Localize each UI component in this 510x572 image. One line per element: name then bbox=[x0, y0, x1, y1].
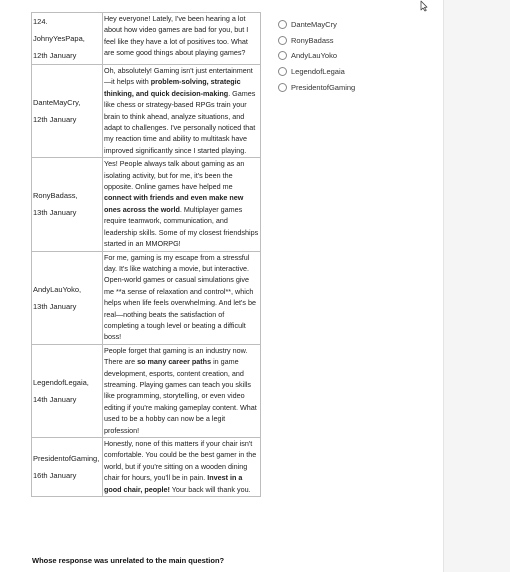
option-label: DanteMayCry bbox=[291, 20, 337, 30]
author-line: JohnyYesPapa, bbox=[33, 34, 85, 43]
message-bold-text: problem-solving, strategic thinking, and quick decision-making bbox=[103, 77, 241, 98]
table-row bbox=[32, 65, 261, 158]
answer-option[interactable] bbox=[278, 79, 355, 95]
author-line: 13th January bbox=[33, 208, 77, 218]
answer-option[interactable] bbox=[278, 33, 355, 49]
table-row bbox=[32, 251, 261, 344]
radio-button[interactable] bbox=[278, 51, 287, 60]
radio-button[interactable] bbox=[278, 83, 287, 92]
post-author-cell bbox=[32, 344, 103, 437]
author-line: AndyLauYoko, bbox=[33, 284, 82, 294]
post-author-cell bbox=[32, 13, 103, 65]
message-text: Hey everyone! Lately, I've been hearing a lot about how video games are bad for you, but I feel like they have a lot of positives too. What are some good things about playing games? bbox=[103, 14, 249, 58]
author-line: 16th January bbox=[33, 471, 77, 481]
option-label: AndyLauYoko bbox=[291, 51, 338, 61]
table-row bbox=[32, 158, 261, 251]
message-bold-text: so many career paths bbox=[137, 357, 212, 367]
message-text: Oh, absolutely! Gaming isn't just entertainment—it helps with bbox=[103, 66, 253, 87]
post-message-cell bbox=[102, 158, 260, 251]
author-line: 12th January bbox=[33, 51, 77, 60]
message-text: . Multiplayer games require teamwork, communication, and leadership skills. Some of my closest friendships started in an MMORPG! bbox=[103, 204, 259, 249]
author-line: LegendofLegaia, bbox=[33, 377, 89, 387]
radio-button[interactable] bbox=[278, 36, 287, 45]
cursor-pointer-icon bbox=[418, 0, 430, 12]
post-author-cell bbox=[32, 251, 103, 344]
post-message-cell bbox=[102, 344, 260, 437]
post-message-cell bbox=[102, 65, 260, 158]
author-line: 14th January bbox=[33, 394, 77, 404]
post-message-cell bbox=[102, 438, 260, 497]
post-author-cell bbox=[32, 158, 103, 251]
option-label: RonyBadass bbox=[291, 35, 334, 45]
post-author-cell bbox=[32, 65, 103, 158]
answer-options bbox=[278, 17, 355, 95]
post-message-cell bbox=[102, 13, 260, 65]
message-text: in game development, esports, content creation, and streaming. Playing games can teach you skills like programming, storytelling, or even video editing if you're making gameplay content. What used to be a hobby can now be a legit profession! bbox=[103, 357, 257, 435]
answer-option[interactable] bbox=[278, 17, 355, 33]
answer-option[interactable] bbox=[278, 48, 355, 64]
message-text: Yes! People always talk about gaming as an isolating activity, but for me, it's been the opposite. Online games have helped me bbox=[103, 159, 245, 192]
forum-thread-table bbox=[31, 12, 261, 497]
author-line: 124. bbox=[33, 17, 48, 26]
message-text: . Games like chess or strategy-based RPGs train your brain to think ahead, analyze situations, and adapt to challenges. I've personally noticed that my reaction time and ability to multitask have improved significantly since I started playing. bbox=[103, 88, 256, 155]
post-message-cell bbox=[102, 251, 260, 344]
answer-option[interactable] bbox=[278, 64, 355, 80]
message-bold-text: Invest in a good chair, people! bbox=[103, 473, 243, 494]
message-text: Your back will thank you. bbox=[169, 484, 251, 494]
post-author-cell bbox=[32, 438, 103, 497]
author-line: RonyBadass, bbox=[33, 191, 78, 201]
message-text: For me, gaming is my escape from a stressful day. It's like watching a movie, but interactive. Open-world games or casual simulations give me **a sense of relaxation and control**, which helps when life feels overwhelming. And let's be real—nothing beats the satisfaction of completing a tough level or beating a difficult boss! bbox=[103, 252, 256, 342]
message-text: People forget that gaming is an industry now. There are bbox=[103, 345, 248, 367]
message-text: Honestly, none of this matters if your chair isn't comfortable. You could be the best gamer in the world, but if you're sitting on a wooden dining chair for hours, you'll be in pain. bbox=[103, 439, 257, 483]
author-line: 12th January bbox=[33, 115, 77, 125]
table-row bbox=[32, 13, 261, 65]
radio-button[interactable] bbox=[278, 67, 287, 76]
question-text: Whose response was unrelated to the main question? bbox=[32, 556, 225, 565]
radio-button[interactable] bbox=[278, 20, 287, 29]
message-bold-text: connect with friends and even make new ones across the world bbox=[103, 193, 244, 214]
author-line: DanteMayCry, bbox=[33, 98, 81, 108]
table-row bbox=[32, 438, 261, 497]
table-row bbox=[32, 344, 261, 437]
option-label: LegendofLegaia bbox=[291, 67, 345, 77]
author-line: 13th January bbox=[33, 301, 77, 311]
side-panel bbox=[444, 0, 510, 572]
option-label: PresidentofGaming bbox=[291, 82, 356, 92]
author-line: PresidentofGaming, bbox=[33, 454, 100, 464]
